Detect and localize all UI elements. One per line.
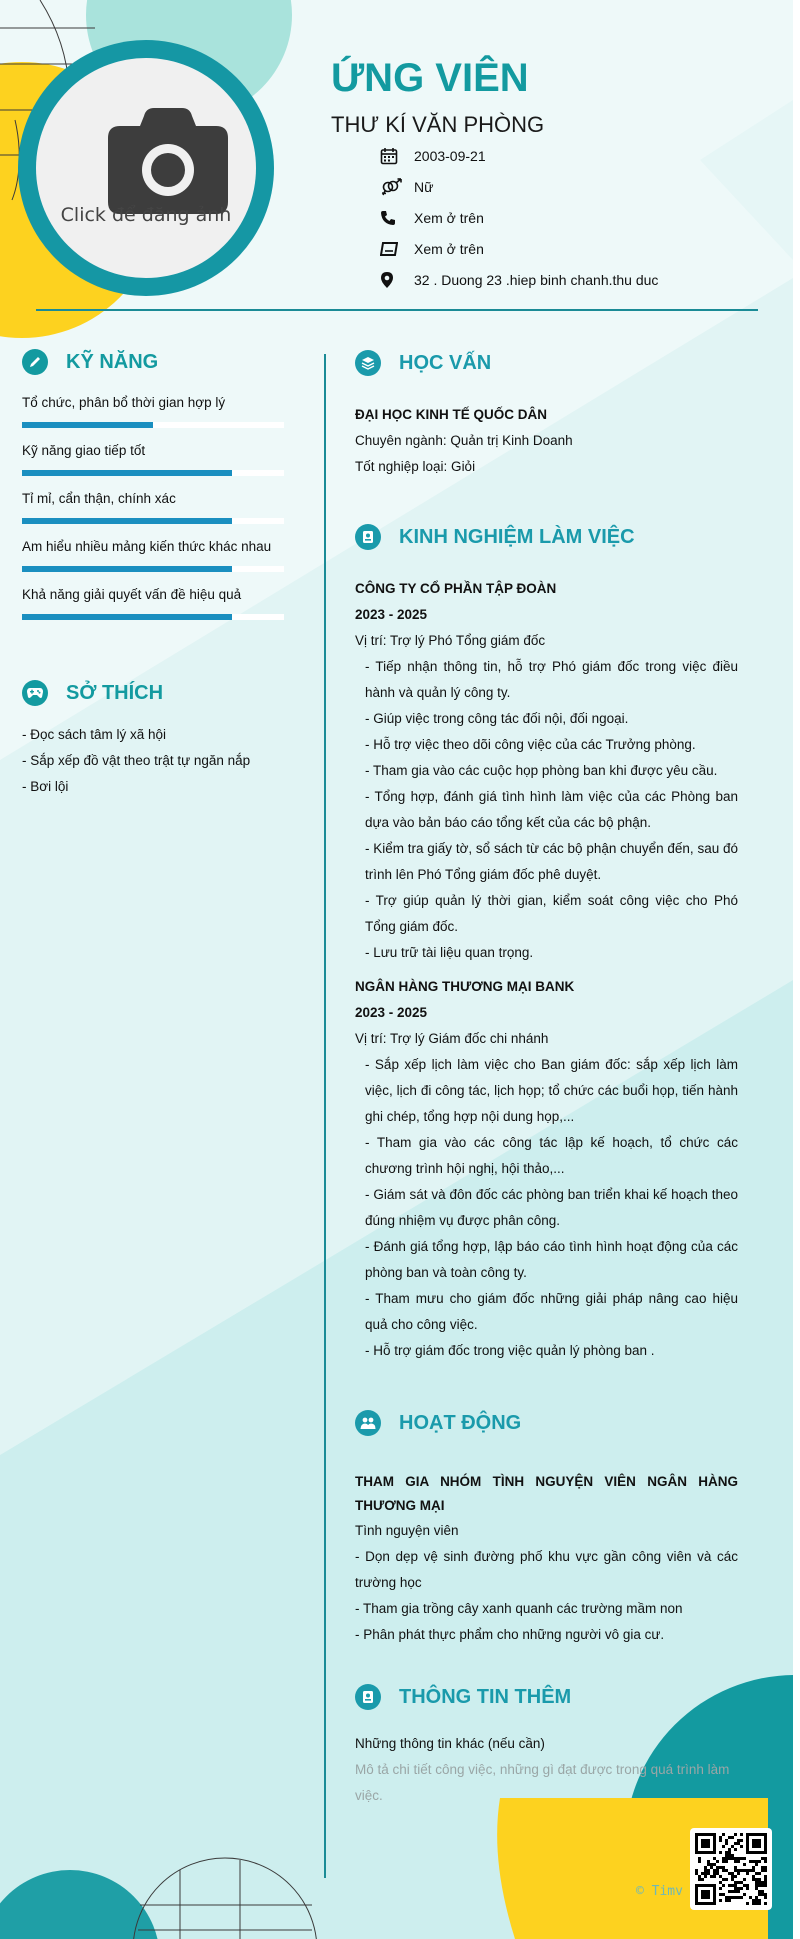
job-duty: - Tham gia vào các cuộc họp phòng ban khi được yêu cầu. [365, 763, 718, 778]
skill-bar-fill [22, 470, 232, 476]
job-position: Vị trí: Trợ lý Phó Tổng giám đốc [355, 633, 546, 648]
skill-bar-fill [22, 614, 232, 620]
job-period: 2023 - 2025 [355, 1005, 428, 1020]
job-duty: - Hỗ trợ giám đốc trong việc quản lý phòng ban . [365, 1343, 655, 1358]
pencil-icon [22, 349, 48, 375]
job-duty: - Trợ giúp quản lý thời gian, kiểm soát công việc cho Phó Tổng giám đốc. [365, 893, 738, 934]
photo-placeholder[interactable] [36, 58, 256, 278]
education-content [355, 402, 738, 480]
job-title: THƯ KÍ VĂN PHÒNG [331, 112, 545, 137]
email-text: Xem ở trên [414, 240, 484, 257]
camera-icon [108, 108, 228, 216]
qr-code-icon [695, 1833, 767, 1905]
extra-info-heading [355, 1684, 571, 1710]
badge-icon [355, 524, 381, 550]
hobbies-title: SỞ THÍCH [66, 681, 164, 704]
skills-list [22, 394, 284, 634]
gamepad-icon [22, 680, 48, 706]
skill-bar-track [22, 518, 284, 524]
skill-name: Am hiểu nhiều mảng kiến thức khác nhau [22, 539, 272, 554]
job-duty: - Giám sát và đôn đốc các phòng ban triển khai kế hoạch theo đúng nhiệm vụ được phân công. [365, 1187, 738, 1228]
experience-content [355, 576, 738, 1364]
header-divider [36, 309, 758, 311]
major: Chuyên ngành: Quản trị Kinh Doanh [355, 433, 573, 448]
column-divider [324, 354, 326, 1878]
activity-item: - Dọn dẹp vệ sinh đường phố khu vực gần công viên và các trường học [355, 1549, 738, 1590]
info-gender [380, 171, 658, 202]
graduation-grade: Tốt nghiệp loại: Giỏi [355, 459, 476, 474]
skill-name: Tỉ mỉ, cẩn thận, chính xác [22, 491, 176, 506]
info-birthdate [380, 140, 658, 171]
job-duty: - Tổng hợp, đánh giá tình hình làm việc của các Phòng ban dựa vào bản báo cáo tổng kết của các bộ phận. [365, 789, 738, 830]
skill-bar-track [22, 422, 284, 428]
badge-icon [355, 1684, 381, 1710]
address-text: 32 . Duong 23 .hiep binh chanh.thu duc [414, 271, 659, 288]
hobbies-list [22, 722, 250, 800]
company-name: CÔNG TY CỔ PHẦN TẬP ĐOÀN [355, 581, 557, 596]
skill-bar-track [22, 566, 284, 572]
extra-info-content [355, 1731, 738, 1809]
phone-icon [380, 210, 414, 226]
activity-role: Tình nguyện viên [355, 1523, 459, 1538]
candidate-name: ỨNG VIÊN [331, 56, 529, 100]
skill-item [22, 490, 284, 538]
skill-item [22, 442, 284, 490]
skill-item [22, 538, 284, 586]
info-phone [380, 202, 658, 233]
job-duty: - Kiểm tra giấy tờ, sổ sách từ các bộ phận chuyển đến, sau đó trình lên Phó Tổng giám đốc phê duyệt. [365, 841, 738, 882]
extra-info-title: THÔNG TIN THÊM [399, 1685, 572, 1708]
activities-content [355, 1470, 738, 1648]
company-name: NGÂN HÀNG THƯƠNG MẠI BANK [355, 979, 575, 994]
skill-name: Khả năng giải quyết vấn đề hiệu quả [22, 587, 242, 602]
skill-item [22, 586, 284, 634]
email-icon [380, 241, 414, 257]
watermark: © Timv [636, 1884, 683, 1899]
skill-bar-track [22, 470, 284, 476]
location-icon [380, 271, 414, 289]
job-duty: - Lưu trữ tài liệu quan trọng. [365, 945, 534, 960]
skill-name: Kỹ năng giao tiếp tốt [22, 443, 146, 458]
job-duty: - Tham mưu cho giám đốc những giải pháp nâng cao hiệu quả cho công việc. [365, 1291, 738, 1332]
skill-bar-track [22, 614, 284, 620]
phone-text: Xem ở trên [414, 209, 484, 226]
layers-icon [355, 350, 381, 376]
skills-heading [22, 349, 158, 375]
skill-name: Tổ chức, phân bổ thời gian hợp lý [22, 395, 226, 410]
activities-heading [355, 1410, 521, 1436]
hobbies-heading [22, 680, 163, 706]
contact-info [380, 140, 658, 295]
activity-item: - Tham gia trồng cây xanh quanh các trường mầm non [355, 1601, 683, 1616]
skill-bar-fill [22, 566, 232, 572]
education-heading [355, 350, 491, 376]
hobby-item: - Sắp xếp đồ vật theo trật tự ngăn nắp [22, 753, 251, 768]
job-position: Vị trí: Trợ lý Giám đốc chi nhánh [355, 1031, 549, 1046]
job-period: 2023 - 2025 [355, 607, 428, 622]
job-duty: - Đánh giá tổng hợp, lập báo cáo tình hình hoạt động của các phòng ban và toàn công ty. [365, 1239, 738, 1280]
activity-organization: THAM GIA NHÓM TÌNH NGUYỆN VIÊN NGÂN HÀNG THƯƠNG MẠI [355, 1474, 738, 1513]
experience-heading [355, 524, 635, 550]
activities-title: HOẠT ĐỘNG [399, 1411, 522, 1434]
skill-item [22, 394, 284, 442]
skill-bar-fill [22, 422, 153, 428]
photo-caption: Click để đăng ảnh [60, 204, 232, 226]
skill-bar-fill [22, 518, 232, 524]
hobby-item: - Đọc sách tâm lý xã hội [22, 727, 167, 742]
job-duty: - Sắp xếp lịch làm việc cho Ban giám đốc: sắp xếp lịch làm việc, lịch đi công tác, lịch họp; tổ chức các buổi họp, tiến hành ghi chép, tổng hợp nội dung họp,... [365, 1057, 738, 1124]
gender-text: Nữ [414, 178, 434, 195]
gender-icon [380, 178, 414, 196]
school-name: ĐẠI HỌC KINH TẾ QUỐC DÂN [355, 407, 547, 422]
education-title: HỌC VẤN [399, 351, 492, 374]
hobby-item: - Bơi lội [22, 779, 69, 794]
birthdate-text: 2003-09-21 [414, 147, 486, 164]
activity-item: - Phân phát thực phẩm cho những người vô gia cư. [355, 1627, 665, 1642]
calendar-icon [380, 147, 414, 165]
job-duty: - Hỗ trợ việc theo dõi công việc của các Trưởng phòng. [365, 737, 696, 752]
people-icon [355, 1410, 381, 1436]
job-duty: - Giúp việc trong công tác đối nội, đối ngoại. [365, 711, 629, 726]
job-duty: - Tham gia vào các công tác lập kế hoạch, tổ chức các chương trình hội nghị, hội thảo,... [365, 1135, 738, 1176]
experience-title: KINH NGHIỆM LÀM VIỆC [399, 525, 635, 548]
qr-code[interactable] [690, 1828, 772, 1910]
profile-photo[interactable] [18, 40, 274, 296]
extra-info-description: Mô tả chi tiết công việc, những gì đạt được trong quá trình làm việc. [355, 1762, 730, 1803]
info-address [380, 264, 658, 295]
extra-info-line: Những thông tin khác (nếu cần) [355, 1736, 545, 1751]
skills-title: KỸ NĂNG [66, 350, 159, 373]
job-duty: - Tiếp nhận thông tin, hỗ trợ Phó giám đốc trong việc điều hành và quản lý công ty. [365, 659, 738, 700]
info-email [380, 233, 658, 264]
